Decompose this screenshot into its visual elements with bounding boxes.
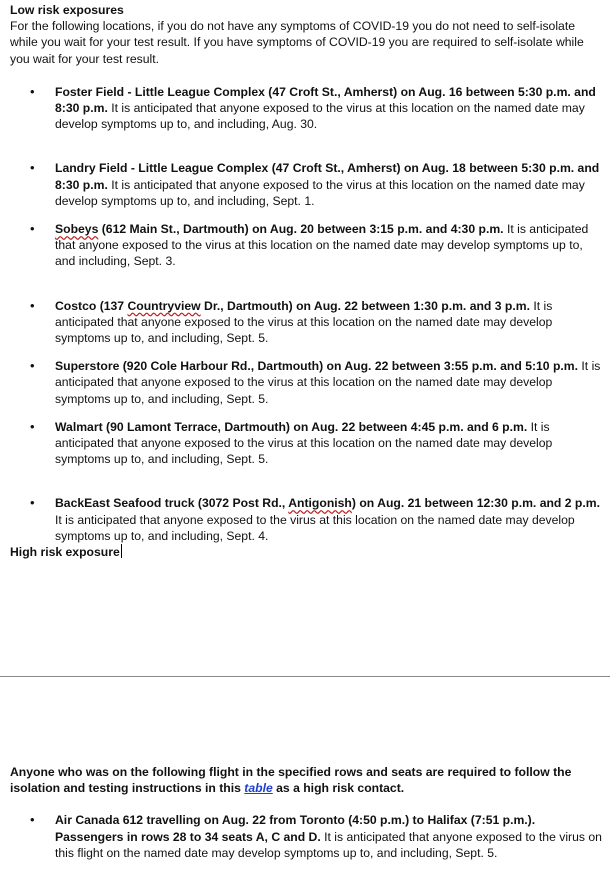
page-break-divider <box>0 676 610 677</box>
symptom-text: It is anticipated that anyone exposed to the virus at this location on the named date may develop symptoms up to, and including, Sept. 3. <box>55 222 589 269</box>
list-item <box>10 419 602 468</box>
table-link[interactable]: table <box>244 781 273 796</box>
location-text: Sobeys (612 Main St., Dartmouth) on Aug. 20 between 3:15 p.m. and 4:30 p.m. <box>55 222 504 237</box>
bullet-icon: • <box>30 812 35 828</box>
bullet-icon: • <box>30 418 35 434</box>
list-item <box>10 358 602 407</box>
list-item <box>10 495 602 544</box>
document-body-top <box>10 2 602 560</box>
bullet-icon: • <box>30 221 35 237</box>
flight-text: Air Canada 612 travelling on Aug. 22 from Toronto (4:50 p.m.) to Halifax (7:51 p.m.). Passengers in rows 28 to 34 seats A, C and D. <box>55 813 536 844</box>
list-item <box>10 812 602 861</box>
high-risk-heading[interactable]: High risk exposure <box>10 545 120 560</box>
location-text: Costco (137 Countryview Dr., Dartmouth) on Aug. 22 between 1:30 p.m. and 3 p.m. <box>55 298 530 313</box>
symptom-text: It is anticipated that anyone exposed to the virus on this flight on the named date may develop symptoms up to, and including, Sept. 5. <box>55 829 602 860</box>
location-text: BackEast Seafood truck (3072 Post Rd., Antigonish) on Aug. 21 between 12:30 p.m. and 2 p.m. <box>55 496 600 511</box>
list-item <box>10 221 602 270</box>
location-text: Foster Field - Little League Complex (47 Croft St., Amherst) on Aug. 16 between 5:30 p.m. and 8:30 p.m. <box>55 84 596 116</box>
low-risk-list <box>10 84 602 544</box>
high-risk-list <box>10 812 602 861</box>
symptom-text: It is anticipated that anyone exposed to the virus at this location on the named date may develop symptoms up to, and including, Sept. 5. <box>55 419 553 467</box>
symptom-text: It is anticipated that anyone exposed to the virus at this location on the named date may develop symptoms up to, and including, Sept. 5. <box>55 359 601 406</box>
bullet-icon: • <box>30 358 35 374</box>
list-item <box>10 84 602 133</box>
location-text: Superstore (920 Cole Harbour Rd., Dartmouth) on Aug. 22 between 3:55 p.m. and 5:10 p.m. <box>55 359 579 374</box>
bullet-icon: • <box>30 495 35 511</box>
spellcheck-word[interactable]: Sobeys <box>55 222 99 237</box>
bullet-icon: • <box>30 83 35 99</box>
list-item <box>10 298 602 347</box>
symptom-text: It is anticipated that anyone exposed to the virus at this location on the named date may develop symptoms up to, and including, Sept. 1. <box>55 177 585 208</box>
document-body-bottom <box>10 764 602 861</box>
location-text: Landry Field - Little League Complex (47 Croft St., Amherst) on Aug. 18 between 5:30 p.m. and 8:30 p.m. <box>55 161 600 192</box>
text-cursor <box>121 544 122 558</box>
low-risk-heading: Low risk exposures <box>10 3 124 17</box>
symptom-text: It is anticipated that anyone exposed to the virus at this location on the named date may develop symptoms up to, and including, Sept. 4. <box>55 512 575 543</box>
spellcheck-word[interactable]: Countryview <box>127 298 201 313</box>
spellcheck-word[interactable]: Antigonish <box>288 496 352 511</box>
symptom-text: It is anticipated that anyone exposed to the virus at this location on the named date may develop symptoms up to, and including, Sept. 5. <box>55 298 553 346</box>
low-risk-intro: For the following locations, if you do not have any symptoms of COVID-19 you do not need to self-isolate while you wait for your test result. If you have symptoms of COVID-19 you are required to self-isolate while you wait for your test result. <box>10 19 584 66</box>
location-text: Walmart (90 Lamont Terrace, Dartmouth) on Aug. 22 between 4:45 p.m. and 6 p.m. <box>55 419 528 434</box>
bullet-icon: • <box>30 297 35 313</box>
high-risk-intro: Anyone who was on the following flight in the specified rows and seats are required to follow the isolation and testing instructions in this table as a high risk contact. <box>10 765 572 796</box>
bullet-icon: • <box>30 160 35 176</box>
list-item <box>10 160 602 209</box>
symptom-text: It is anticipated that anyone exposed to the virus at this location on the named date may develop symptoms up to, and including, Aug. 30. <box>55 101 585 132</box>
